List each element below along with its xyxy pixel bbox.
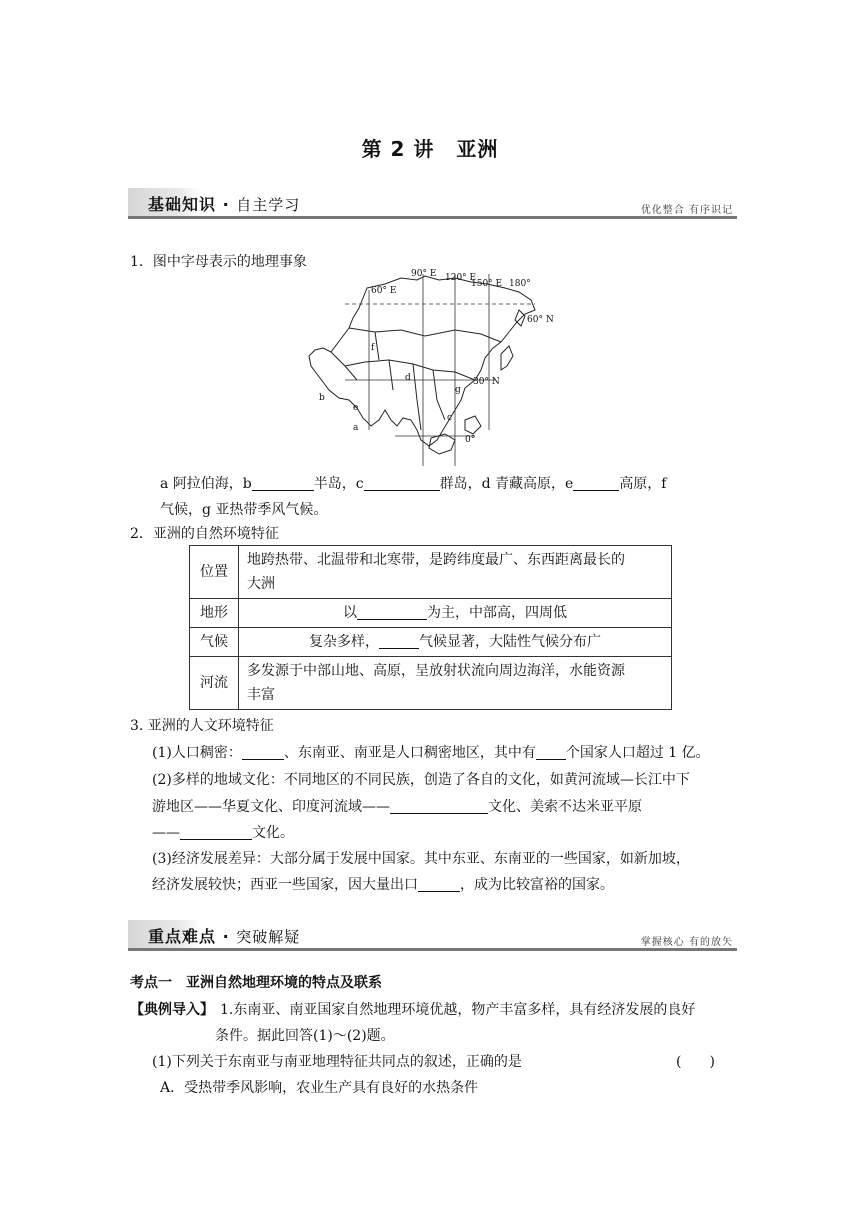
table-row [190,546,672,599]
blank-climate[interactable] [379,633,419,649]
q3-l4-text-2: 文化。 [252,825,294,841]
row-key-rivers: 河流 [190,657,239,710]
sea-islands [429,434,455,454]
blank-mesopotamia-culture[interactable] [180,824,252,840]
q3-l1-text-3: 个国家人口超过 1 亿。 [565,745,710,761]
blank-indus-culture[interactable] [390,798,488,814]
asia-map [305,269,554,466]
blank-terrain[interactable] [357,604,427,620]
kp1-intro-line2: 条件。据此回答(1)～(2)题。 [215,1028,395,1044]
q1-text-c: 群岛，d 青藏高原，e [439,476,574,492]
q3-line6 [152,875,614,895]
label-150e: 150° E [471,279,503,289]
banner-rule [128,216,737,219]
label-120e: 120° E [445,273,477,283]
lecture-topic: 亚洲 [456,137,499,161]
kp1-question: (1)下列关于东南亚与南亚地理特征共同点的叙述，正确的是 [152,1054,522,1070]
blank-population-count[interactable] [536,744,566,760]
q3-line1 [152,743,710,763]
label-30n: 30° N [473,377,500,387]
q3-line3 [152,797,642,817]
location-text-1: 地跨热带、北温带和北寒带，是跨纬度最广、东西距离最长的 [247,552,625,568]
label-180: 180° [509,279,531,289]
blank-population-region[interactable] [242,744,284,760]
row-key-location: 位置 [190,546,239,599]
kp1-heading: 考点一 亚洲自然地理环境的特点及联系 [130,975,382,991]
q2-heading: 2．亚洲的自然环境特征 [130,526,279,542]
q3-l6-text-2: ，成为比较富裕的国家。 [460,877,614,893]
q3-line2: (2)多样的地域文化：不同地区的不同民族，创造了各自的文化，如黄河流域—长江中下 [152,772,690,788]
row-value-location [239,546,672,599]
label-f: f [371,343,375,353]
row-key-terrain: 地形 [190,599,239,628]
banner-heading [148,924,300,947]
lecture-number: 第 2 讲 [361,137,435,161]
q1-text-e: 高原，f [619,476,667,492]
blank-export[interactable] [418,876,460,892]
q3-l3-text-1: 游地区——华夏文化、印度河流域—— [152,799,390,815]
label-60e: 60° E [371,286,397,296]
table-row [190,628,672,657]
section-banner-key-points [128,920,737,950]
blank-b[interactable] [252,475,314,491]
table-row [190,599,672,628]
page-title [0,133,860,162]
label-c: c [447,413,453,423]
islands-2 [465,416,481,434]
row-value-terrain [239,599,672,628]
japan [501,346,513,370]
banner-dot: · [222,927,230,946]
terrain-text-1: 以 [343,605,357,621]
q1-heading: 1．图中字母表示的地理事象 [130,254,307,270]
label-b: b [319,393,325,403]
q3-l6-text-1: 经济发展较快；西亚一些国家，因大量出口 [152,877,418,893]
example-tag: 【典例导入】 [130,1002,214,1018]
table-row [190,657,672,710]
answer-paren[interactable]: ( ) [676,1054,715,1070]
q3-l4-text-1: —— [152,825,180,841]
q3-l1-text-2: 、东南亚、南亚是人口稠密地区，其中有 [283,745,536,761]
label-g: g [455,385,461,395]
banner-right-text: 优化整合 有序识记 [640,205,733,216]
label-90e: 90° E [411,269,437,279]
location-text-2: 大洲 [247,576,275,592]
q1-line1 [160,474,667,494]
sakhalin [515,310,525,326]
q3-heading: 3. 亚洲的人文环境特征 [130,718,274,734]
q3-l3-text-2: 文化、美索不达米亚平原 [488,799,642,815]
terrain-text-2: 为主，中部高，四周低 [427,605,567,621]
banner-main-text: 基础知识 [148,195,217,214]
q1-text-b: 半岛，c [313,476,364,492]
banner-rule [128,948,737,951]
q1-text-a: a 阿拉伯海，b [160,476,252,492]
section-banner-basics [128,188,737,218]
q3-line5: (3)经济发展差异：大部分属于发展中国家。其中东亚、东南亚的一些国家，如新加坡， [152,851,690,867]
label-a: a [353,423,359,433]
banner-sub-text: 自主学习 [236,196,301,214]
q3-l1-text-1: (1)人口稠密： [152,745,242,761]
blank-e[interactable] [573,475,619,491]
banner-right-text: 掌握核心 有的放矢 [640,937,733,948]
label-d: d [405,373,411,383]
intro-text-1: 1.东南亚、南亚国家自然地理环境优越，物产丰富多样，具有经济发展的良好 [220,1002,696,1018]
banner-heading [148,192,300,215]
natural-features-table [189,545,672,710]
banner-dot: · [222,195,230,214]
rivers-text-2: 丰富 [247,687,275,703]
option-a[interactable]: A．受热带季风影响，农业生产具有良好的水热条件 [160,1080,479,1096]
label-e: e [353,403,359,413]
q3-line4 [152,823,294,843]
kp1-intro-line1 [130,1000,695,1020]
row-value-climate [239,628,672,657]
banner-main-text: 重点难点 [148,927,217,946]
row-value-rivers [239,657,672,710]
label-0: 0° [465,435,476,445]
climate-text-1: 复杂多样， [309,634,379,650]
label-60n: 60° N [527,315,554,325]
rivers-text-1: 多发源于中部山地、高原，呈放射状流向周边海洋，水能资源 [247,663,625,679]
climate-text-2: 气候显著，大陆性气候分布广 [419,634,601,650]
q1-line2: 气候，g 亚热带季风气候。 [160,502,328,518]
blank-c[interactable] [364,475,440,491]
banner-sub-text: 突破解疑 [236,928,301,946]
row-key-climate: 气候 [190,628,239,657]
